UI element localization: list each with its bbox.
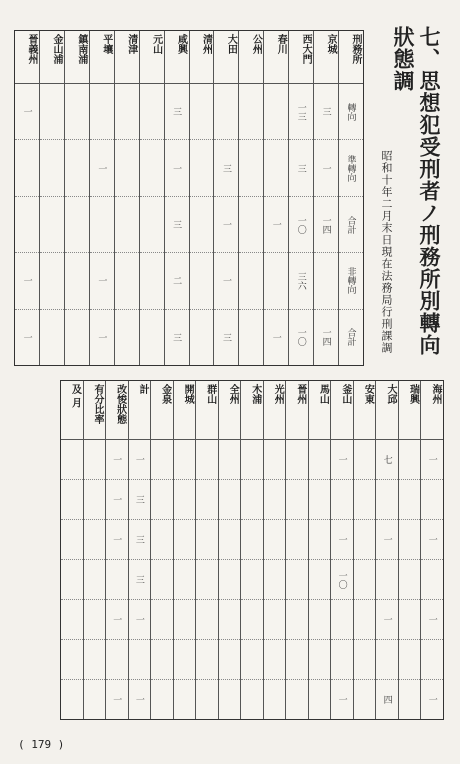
column-header: 開城 [174, 381, 196, 440]
page-number: ( 179 ) [18, 738, 65, 751]
table-cell [129, 640, 151, 680]
table-cell [309, 600, 331, 640]
table-cell [354, 520, 376, 560]
table-cell: 一 [15, 253, 39, 309]
table-cell [84, 600, 106, 640]
table-cell: 一 [421, 600, 443, 640]
table-cell [219, 480, 241, 520]
table-cell [174, 520, 196, 560]
table-column [83, 381, 106, 719]
transfer-status-table-1 [14, 30, 364, 366]
table-cell [190, 140, 214, 196]
table-column [105, 381, 128, 719]
table-cell: 一 [421, 440, 443, 480]
table-cell [196, 480, 218, 520]
table-cell: 一 [106, 480, 128, 520]
column-header: 馬山 [309, 381, 331, 440]
table-column [218, 381, 241, 719]
table-column [238, 31, 263, 365]
column-header: 有分比率 [84, 381, 106, 440]
table-cell: 一 [90, 140, 114, 196]
table-cell [219, 640, 241, 680]
table-cell [174, 640, 196, 680]
table-cell: 一 [331, 440, 353, 480]
table-cell [84, 560, 106, 600]
table-column [173, 381, 196, 719]
table-cell [286, 480, 308, 520]
column-header: 海州 [421, 381, 443, 440]
table-cell [65, 310, 89, 365]
column-header: 大田 [214, 31, 238, 84]
table-cell [190, 310, 214, 365]
document-subtitle: 昭和十年二月末日現在法務局行刑課調 [380, 150, 393, 354]
table-column [330, 381, 353, 719]
column-header: 晉州 [286, 381, 308, 440]
table-cell [219, 560, 241, 600]
table-cell [61, 680, 83, 719]
table-cell [140, 140, 164, 196]
table-cell: 一四 [320, 328, 331, 347]
table-cell [421, 480, 443, 520]
table-cell: 三 [129, 560, 151, 600]
column-header: 清津 [115, 31, 139, 84]
table-cell [286, 640, 308, 680]
table-cell [15, 197, 39, 253]
table-cell: 一四 [314, 197, 338, 253]
table-cell [241, 600, 263, 640]
table-column [263, 31, 288, 365]
table-cell [354, 600, 376, 640]
table-cell [264, 440, 286, 480]
table-cell: 一 [421, 520, 443, 560]
table-cell: 三 [129, 520, 151, 560]
table-cell [309, 560, 331, 600]
table-cell [264, 84, 288, 140]
table-cell [264, 520, 286, 560]
table-cell [286, 600, 308, 640]
column-header: 元山 [140, 31, 164, 84]
table-cell [399, 520, 421, 560]
table-cell [65, 140, 89, 196]
table-column [64, 31, 89, 365]
table-cell [214, 84, 238, 140]
table-cell [151, 560, 173, 600]
table-column [420, 381, 443, 719]
table-cell [241, 680, 263, 719]
table-column [213, 31, 238, 365]
table-cell [309, 520, 331, 560]
table-cell [241, 520, 263, 560]
table-cell [196, 520, 218, 560]
table-cell: 一 [21, 332, 32, 342]
table-cell [264, 560, 286, 600]
table-cell [115, 140, 139, 196]
table-cell [151, 520, 173, 560]
table-cell: 七 [376, 440, 398, 480]
table-cell [264, 253, 288, 309]
table-cell [151, 600, 173, 640]
column-header: 改悛狀態 [106, 381, 128, 440]
column-header: 大邱 [376, 381, 398, 440]
column-header: 釜山 [331, 381, 353, 440]
table-cell [331, 600, 353, 640]
table-cell [84, 640, 106, 680]
table-cell [140, 197, 164, 253]
table-cell [61, 600, 83, 640]
column-header: 木浦 [241, 381, 263, 440]
table-cell: 一 [133, 695, 144, 704]
table-cell: 一 [129, 440, 151, 480]
table-cell: 一 [90, 253, 114, 309]
table-column [150, 381, 173, 719]
table-cell [40, 253, 64, 309]
table-cell [354, 480, 376, 520]
table-column [61, 381, 83, 719]
table-cell [286, 560, 308, 600]
table-cell [61, 440, 83, 480]
table-cell [219, 600, 241, 640]
table-cell [196, 440, 218, 480]
table-cell: 一 [106, 440, 128, 480]
table-column [398, 381, 421, 719]
table-cell: 三 [289, 140, 313, 196]
table-cell [90, 84, 114, 140]
table-cell [115, 197, 139, 253]
table-cell [309, 440, 331, 480]
table-cell: 三六 [289, 253, 313, 309]
table-cell [65, 197, 89, 253]
table-cell: 一 [376, 600, 398, 640]
table-cell [286, 520, 308, 560]
table-cell [106, 560, 128, 600]
table-cell: 一 [106, 600, 128, 640]
table-column [375, 381, 398, 719]
table-cell: 一 [376, 520, 398, 560]
table-cell: 一〇 [289, 197, 313, 253]
table-cell [239, 140, 263, 196]
table-cell [84, 520, 106, 560]
table-cell [219, 440, 241, 480]
column-header: 光州 [264, 381, 286, 440]
table-cell [174, 680, 196, 719]
table-cell [241, 440, 263, 480]
table-column [313, 31, 338, 365]
table-cell [399, 600, 421, 640]
column-header: 群山 [196, 381, 218, 440]
table-cell [61, 560, 83, 600]
table-cell [376, 640, 398, 680]
table-cell: 三 [214, 140, 238, 196]
table-cell [241, 480, 263, 520]
table-cell [115, 310, 139, 365]
table-column [114, 31, 139, 365]
table-column [353, 381, 376, 719]
table-cell [219, 680, 241, 719]
table-cell [286, 680, 308, 719]
table-column [164, 31, 189, 365]
table-column [308, 381, 331, 719]
table-cell [331, 640, 353, 680]
table-column [195, 381, 218, 719]
table-cell [84, 680, 106, 719]
table-cell [264, 140, 288, 196]
table-column [338, 31, 363, 365]
table-cell [140, 253, 164, 309]
table-cell: 一 [264, 197, 288, 253]
table-cell: 三 [165, 84, 189, 140]
table-cell: 一 [270, 332, 281, 342]
table-cell [106, 640, 128, 680]
table-cell [190, 197, 214, 253]
table-cell [264, 680, 286, 719]
table-cell: 一 [165, 140, 189, 196]
table-cell: 一 [214, 253, 238, 309]
column-header: 咸興 [165, 31, 189, 84]
table-cell [174, 480, 196, 520]
table-cell [354, 680, 376, 719]
table-cell: 非轉向 [339, 253, 363, 309]
table-cell: 一 [314, 140, 338, 196]
column-header: 刑務所 [339, 31, 363, 84]
table-cell: 一 [15, 84, 39, 140]
column-header: 金泉 [151, 381, 173, 440]
table-cell [174, 600, 196, 640]
table-column [128, 381, 151, 719]
table-cell [61, 480, 83, 520]
table-cell [40, 84, 64, 140]
table-column [288, 31, 313, 365]
table-cell [190, 84, 214, 140]
column-header: 晉義州 [15, 31, 39, 84]
table-cell [399, 680, 421, 719]
table-column [139, 31, 164, 365]
table-cell [151, 680, 173, 719]
table-cell [196, 560, 218, 600]
table-column [39, 31, 64, 365]
table-cell [15, 140, 39, 196]
table-cell [40, 140, 64, 196]
column-header: 京城 [314, 31, 338, 84]
table-cell: 準轉向 [339, 140, 363, 196]
table-cell [376, 560, 398, 600]
table-cell [115, 253, 139, 309]
table-cell [309, 480, 331, 520]
table-cell [309, 640, 331, 680]
table-column [240, 381, 263, 719]
table-cell [399, 440, 421, 480]
table-cell [239, 84, 263, 140]
table-cell [241, 640, 263, 680]
table-cell [90, 197, 114, 253]
table-column [15, 31, 39, 365]
table-cell: 二 [165, 253, 189, 309]
table-cell [376, 480, 398, 520]
table-cell [239, 310, 263, 365]
table-cell [40, 197, 64, 253]
table-cell [84, 440, 106, 480]
document-title: 七、思想犯受刑者ノ刑務所別轉向狀態調 [391, 26, 442, 356]
table-cell: 轉向 [339, 84, 363, 140]
column-header: 鎮南浦 [65, 31, 89, 84]
table-cell [174, 560, 196, 600]
table-cell: 一 [214, 197, 238, 253]
table-cell: 一 [336, 695, 347, 704]
table-cell [331, 480, 353, 520]
table-cell [354, 560, 376, 600]
table-cell [115, 84, 139, 140]
column-header: 西大門 [289, 31, 313, 84]
table-cell [421, 640, 443, 680]
table-cell: 一〇 [331, 560, 353, 600]
table-cell [196, 680, 218, 719]
table-cell: 一 [106, 520, 128, 560]
column-header: 安東 [354, 381, 376, 440]
table-cell [399, 480, 421, 520]
table-cell [151, 640, 173, 680]
table-cell [354, 440, 376, 480]
transfer-status-table-2 [60, 380, 444, 720]
table-cell [151, 480, 173, 520]
table-cell [61, 640, 83, 680]
table-cell [241, 560, 263, 600]
table-cell [190, 253, 214, 309]
table-cell: 合計 [339, 197, 363, 253]
table-cell: 三 [165, 197, 189, 253]
column-header: 公州 [239, 31, 263, 84]
table-cell [140, 84, 164, 140]
column-header: 平壤 [90, 31, 114, 84]
table-cell [421, 560, 443, 600]
table-cell: 一 [96, 332, 107, 342]
table-cell [65, 253, 89, 309]
table-cell [151, 440, 173, 480]
table-column [263, 381, 286, 719]
column-header: 清州 [190, 31, 214, 84]
table-cell [140, 310, 164, 365]
table-cell: 一 [129, 600, 151, 640]
table-cell [309, 680, 331, 719]
table-cell: 三 [129, 480, 151, 520]
table-cell [219, 520, 241, 560]
column-header: 計 [129, 381, 151, 440]
table-cell [314, 253, 338, 309]
table-cell: 一〇 [295, 328, 306, 347]
table-cell: 三 [220, 332, 231, 342]
column-header: 金山浦 [40, 31, 64, 84]
table-column [285, 381, 308, 719]
column-header: 春川 [264, 31, 288, 84]
column-header: 全州 [219, 381, 241, 440]
table-cell [196, 600, 218, 640]
table-cell [354, 640, 376, 680]
table-cell [286, 440, 308, 480]
column-header: 及 月 [61, 381, 83, 440]
table-cell: 三 [171, 332, 182, 342]
table-cell [264, 480, 286, 520]
table-cell [65, 84, 89, 140]
table-cell: 三 [314, 84, 338, 140]
table-cell [61, 520, 83, 560]
table-column [89, 31, 114, 365]
table-cell: 合計 [345, 328, 356, 347]
table-cell: 一三 [289, 84, 313, 140]
table-cell [84, 480, 106, 520]
table-cell: 一 [111, 695, 122, 704]
column-header: 瑞興 [399, 381, 421, 440]
table-cell [264, 600, 286, 640]
table-cell [196, 640, 218, 680]
table-cell [174, 440, 196, 480]
table-cell [399, 560, 421, 600]
table-cell: 一 [426, 695, 437, 704]
table-cell [264, 640, 286, 680]
table-cell [40, 310, 64, 365]
table-cell [239, 197, 263, 253]
table-cell [239, 253, 263, 309]
table-cell: 四 [381, 695, 392, 704]
table-column [189, 31, 214, 365]
table-cell: 一 [331, 520, 353, 560]
table-cell [399, 640, 421, 680]
